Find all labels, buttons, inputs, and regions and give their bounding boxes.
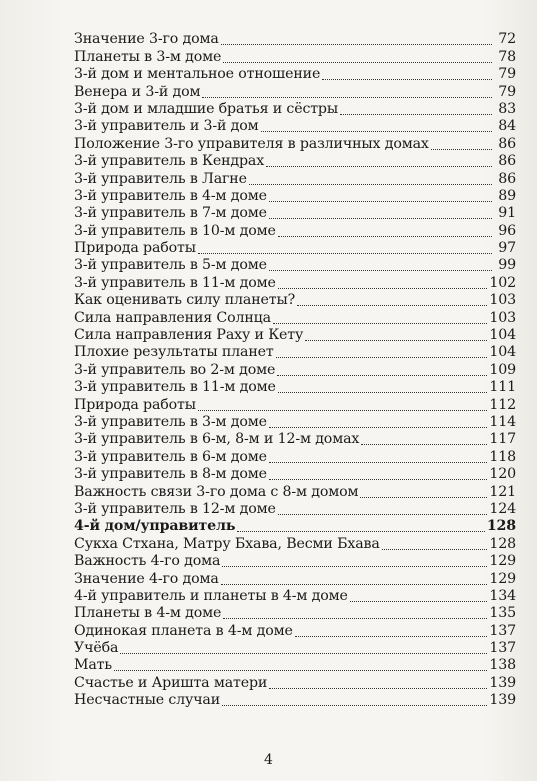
dot-leader	[237, 530, 484, 532]
toc-entry-title: 3-й управитель в Кендрах	[74, 153, 265, 170]
toc-entry	[74, 692, 516, 709]
toc-entry-title: 3-й управитель во 2-м доме	[74, 361, 276, 378]
toc-entry-title: 3-й управитель в 11-м доме	[74, 274, 276, 291]
toc-entry	[74, 118, 516, 135]
toc-entry	[74, 292, 516, 309]
dot-leader	[305, 339, 487, 341]
toc-entry-title: Положение 3-го управителя в различных домах	[74, 135, 429, 152]
toc-entry	[74, 170, 516, 187]
dot-leader	[221, 43, 492, 45]
toc-entry-title: 3-й дом и младшие братья и сёстры	[74, 100, 339, 117]
toc-entry-page: 112	[489, 396, 516, 413]
toc-entry	[74, 101, 516, 118]
toc-entry-title: Важность связи 3-го дома с 8-м домом	[74, 483, 359, 500]
toc-entry-page: 103	[489, 309, 516, 326]
toc-entry	[74, 379, 516, 396]
toc-entry	[74, 501, 516, 518]
toc-entry-title: 3-й управитель в 3-м доме	[74, 413, 267, 430]
toc-entry-page: 120	[489, 466, 516, 483]
toc-entry	[74, 535, 516, 552]
dot-leader	[198, 409, 487, 411]
toc-entry-title: Учёба	[74, 640, 119, 657]
toc-entry-title: 3-й управитель в 10-м доме	[74, 222, 276, 239]
toc-entry-title: 3-й управитель в 11-м доме	[74, 379, 276, 396]
toc-entry	[74, 466, 516, 483]
toc-entry-title: Значение 4-го дома	[74, 570, 219, 587]
toc-entry	[74, 327, 516, 344]
toc-entry-title: 3-й управитель и 3-й дом	[74, 118, 259, 135]
dot-leader	[340, 113, 492, 115]
toc-entry-title: 3-й управитель в Лагне	[74, 170, 247, 187]
toc-entry-title: 3-й управитель в 6-м, 8-м и 12-м домах	[74, 431, 360, 448]
page-number: 4	[264, 752, 273, 768]
toc-entry-title: Счастье и Ариштa матери	[74, 674, 268, 691]
toc-entry-page: 111	[489, 379, 516, 396]
toc-entry-title: Мать	[74, 657, 112, 674]
toc-entry-page: 97	[498, 240, 516, 257]
toc-entry-title: 3-й управитель в 5-м доме	[74, 257, 267, 274]
toc-entry-title: Важность 4-го дома	[74, 553, 221, 570]
dot-leader	[269, 426, 487, 428]
toc-entry	[74, 274, 516, 291]
toc-entry-title: 3-й управитель в 8-м доме	[74, 466, 267, 483]
toc-entry	[74, 135, 516, 152]
toc-entry-title: Одинокая планета в 4-м доме	[74, 622, 293, 639]
toc-entry-title: 3-й управитель в 6-м доме	[74, 448, 267, 465]
toc-entry-page: 103	[489, 292, 516, 309]
dot-leader	[198, 252, 492, 254]
toc-entry	[74, 31, 516, 48]
toc-entry	[74, 83, 516, 100]
toc-entry-page: 117	[489, 431, 516, 448]
toc-entry-page: 129	[489, 570, 516, 587]
toc-entry	[74, 188, 516, 205]
toc-entry	[74, 205, 516, 222]
toc-entry-title: Плохие результаты планет	[74, 344, 274, 361]
toc-entry-title: Сила направления Солнца	[74, 309, 271, 326]
toc-entry	[74, 640, 516, 657]
toc-entry	[74, 518, 516, 535]
dot-leader	[278, 513, 488, 515]
toc-entry-title: 4-й управитель и планеты в 4-м доме	[74, 587, 348, 604]
toc-entry	[74, 48, 516, 65]
dot-leader	[249, 183, 492, 185]
table-of-contents	[74, 31, 516, 709]
dot-leader	[350, 600, 488, 602]
toc-entry	[74, 570, 516, 587]
toc-entry-title: Природа работы	[74, 240, 196, 257]
toc-entry-title: Как оценивать силу планеты?	[74, 292, 296, 309]
dot-leader	[223, 61, 492, 63]
toc-entry-page: 139	[489, 674, 516, 691]
toc-entry-page: 86	[498, 153, 516, 170]
toc-entry	[74, 674, 516, 691]
toc-entry-page: 104	[489, 327, 516, 344]
toc-entry	[74, 483, 516, 500]
toc-entry-page: 86	[498, 170, 516, 187]
toc-entry-page: 86	[498, 135, 516, 152]
toc-entry-page: 109	[489, 361, 516, 378]
toc-entry-page: 134	[489, 587, 516, 604]
toc-entry-page: 135	[489, 605, 516, 622]
toc-entry-title: Планеты в 3-м доме	[74, 48, 222, 65]
toc-entry-title: Несчастные случаи	[74, 692, 221, 709]
toc-entry	[74, 309, 516, 326]
toc-entry-page: 121	[489, 483, 516, 500]
toc-entry-page: 139	[489, 692, 516, 709]
dot-leader	[266, 165, 492, 167]
dot-leader	[277, 374, 487, 376]
toc-entry-page: 89	[498, 187, 516, 204]
dot-leader	[269, 461, 487, 463]
dot-leader	[360, 496, 487, 498]
dot-leader	[261, 130, 492, 132]
toc-entry-page: 84	[498, 118, 516, 135]
toc-entry-page: 124	[489, 500, 516, 517]
dot-leader	[269, 687, 487, 689]
toc-entry-title: Значение 3-го дома	[74, 31, 219, 48]
dot-leader	[278, 391, 488, 393]
dot-leader	[222, 704, 487, 706]
toc-entry-page: 128	[486, 518, 516, 535]
dot-leader	[202, 96, 492, 98]
dot-leader	[114, 669, 487, 671]
toc-entry-title: 3-й управитель в 7-м доме	[74, 205, 267, 222]
toc-entry-page: 99	[498, 257, 516, 274]
toc-entry	[74, 448, 516, 465]
toc-entry-title: Планеты в 4-м доме	[74, 605, 222, 622]
toc-entry	[74, 240, 516, 257]
toc-entry	[74, 414, 516, 431]
toc-entry	[74, 588, 516, 605]
toc-entry-page: 137	[489, 640, 516, 657]
toc-entry-page: 72	[498, 31, 516, 48]
toc-entry	[74, 431, 516, 448]
toc-entry	[74, 553, 516, 570]
toc-entry	[74, 257, 516, 274]
dot-leader	[295, 635, 488, 637]
toc-entry-title: Сила направления Раху и Кету	[74, 327, 304, 344]
toc-entry-title: Венера и 3-й дом	[74, 83, 201, 100]
dot-leader	[297, 304, 487, 306]
dot-leader	[223, 617, 487, 619]
toc-entry-page: 96	[498, 222, 516, 239]
toc-entry-page: 79	[498, 66, 516, 83]
toc-entry-page: 137	[489, 622, 516, 639]
toc-entry	[74, 222, 516, 239]
dot-leader	[269, 269, 492, 271]
dot-leader	[382, 548, 488, 550]
toc-entry-page: 102	[489, 274, 516, 291]
toc-entry-title: Сукха Стхана, Матру Бхава, Весми Бхава	[74, 535, 380, 552]
toc-entry-page: 104	[489, 344, 516, 361]
toc-entry	[74, 605, 516, 622]
dot-leader	[276, 356, 488, 358]
toc-entry-page: 78	[498, 48, 516, 65]
dot-leader	[431, 148, 492, 150]
dot-leader	[222, 565, 487, 567]
toc-entry-page: 83	[498, 100, 516, 117]
dot-leader	[269, 200, 492, 202]
toc-entry	[74, 344, 516, 361]
toc-entry	[74, 153, 516, 170]
toc-entry-title: 4-й дом/управитель	[74, 518, 236, 535]
dot-leader	[269, 217, 492, 219]
toc-entry-page: 129	[489, 553, 516, 570]
toc-entry-page: 114	[489, 413, 516, 430]
toc-entry-page: 138	[489, 657, 516, 674]
toc-entry	[74, 657, 516, 674]
toc-entry	[74, 622, 516, 639]
toc-entry	[74, 66, 516, 83]
toc-entry-title: 3-й управитель в 12-м доме	[74, 500, 276, 517]
dot-leader	[322, 78, 492, 80]
dot-leader	[221, 583, 488, 585]
toc-entry	[74, 361, 516, 378]
toc-entry-title: Природа работы	[74, 396, 196, 413]
toc-entry-page: 79	[498, 83, 516, 100]
dot-leader	[120, 652, 487, 654]
toc-entry-page: 128	[489, 535, 516, 552]
toc-entry-title: 3-й управитель в 4-м доме	[74, 187, 267, 204]
dot-leader	[269, 478, 487, 480]
toc-entry-page: 91	[498, 205, 516, 222]
dot-leader	[278, 235, 492, 237]
dot-leader	[361, 443, 487, 445]
toc-entry	[74, 396, 516, 413]
toc-entry-page: 118	[489, 448, 516, 465]
toc-entry-title: 3-й дом и ментальное отношение	[74, 66, 321, 83]
dot-leader	[273, 322, 487, 324]
dot-leader	[278, 287, 488, 289]
